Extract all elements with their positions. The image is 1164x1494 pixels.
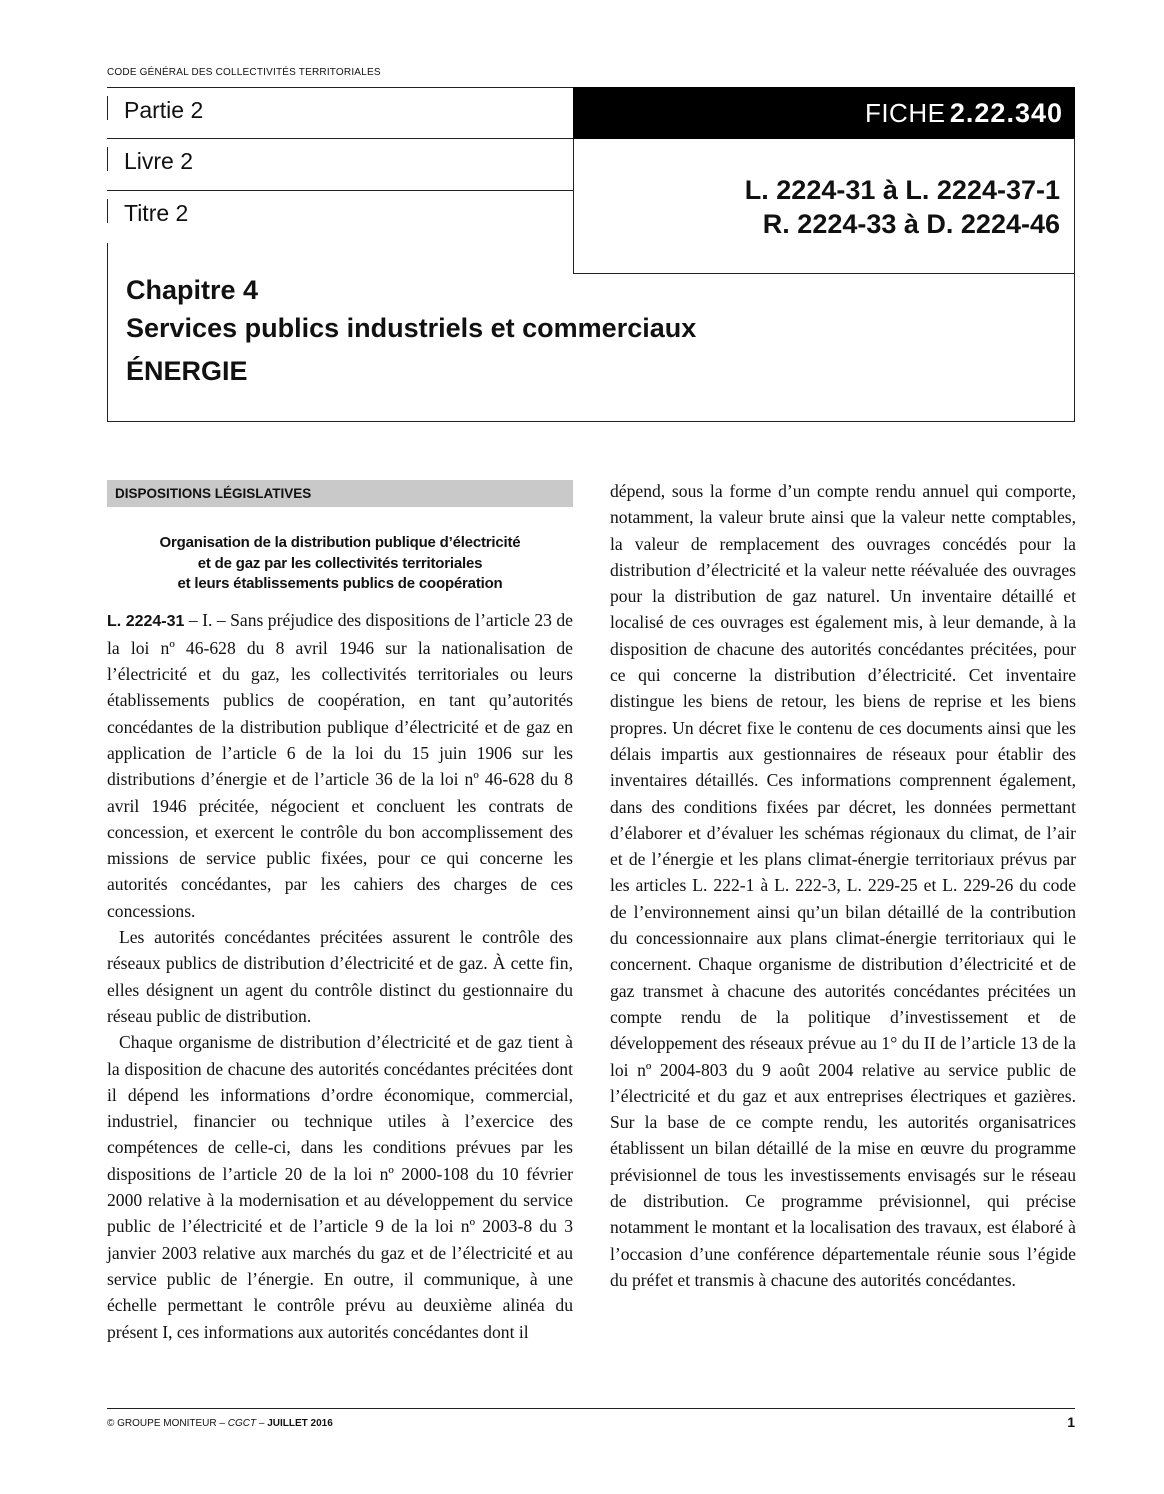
fiche-box [573, 87, 1075, 139]
page-number: 1 [1067, 1414, 1075, 1430]
article-ref-range-1: L. 2224-31 à L. 2224-37-1 [744, 175, 1060, 205]
footer-divider [107, 1408, 1075, 1409]
footer-date: JUILLET 2016 [267, 1418, 333, 1429]
left-column [107, 480, 573, 1345]
fiche-label: FICHE [864, 98, 946, 128]
footer-publication: CGCT [227, 1418, 257, 1429]
chapter-heading [107, 243, 1075, 422]
section-band: DISPOSITIONS LÉGISLATIVES [107, 480, 573, 507]
footer-separator: – [256, 1418, 268, 1429]
header-titre: Titre 2 [107, 191, 573, 243]
paragraph-2: Les autorités concédantes précitées assurent le contrôle des réseaux publics de distribution d’électricité et de gaz. À cette fin, elles désignent un agent du contrôle distinct du gestionnaire du réseau public de distribution. [107, 927, 573, 1026]
chapter-title: Services publics industriels et commerciaux [126, 313, 697, 343]
subsection-title-line: et de gaz par les collectivités territoriales [197, 554, 483, 572]
article-number: L. 2224-31 [107, 612, 185, 630]
chapter-subject: ÉNERGIE [126, 356, 248, 386]
article-ref-range-2: R. 2224-33 à D. 2224-46 [762, 209, 1060, 239]
paragraph-1 [107, 607, 573, 925]
subsection-title-line: et leurs établissements publics de coopération [177, 575, 503, 592]
footer-copyright: © GROUPE MONITEUR – [107, 1418, 228, 1429]
subsection-title-line: Organisation de la distribution publique d’électricité [159, 534, 521, 551]
paragraph-1-text: – I. – Sans préjudice des dispositions de l’article 23 de la loi nº 46-628 du 8 avril 1946 sur la nationalisation de l’électricité et du gaz, les collectivités territoriales ou leurs établissements publics de coopération, en tant qu’autorités concédantes de la distribution publique d’électricité et de gaz en application de l’article 6 de la loi du 15 juin 1906 sur les distributions d’énergie et de l’article 36 de la loi nº 46-628 du 8 avril 1946 précitée, négocient et concluent les contrats de concession, et exercent le contrôle du bon accomplissement des missions de service public fixées, pour ce qui concerne les autorités concédantes, par les cahiers des charges de ces concessions. [107, 609, 573, 921]
right-column [610, 478, 1076, 1293]
paragraph-3: Chaque organisme de distribution d’électricité et de gaz tient à la disposition de chacune des autorités concédantes précitées dont il dépend les informations d’ordre économique, commercial, industriel, financier ou technique utiles à l’exercice des compétences de celle-ci, dans les conditions prévues par les dispositions de l’article 20 de la loi nº 2000-108 du 10 février 2000 relative à la modernisation et au développement du service public de l’électricité et de l’article 9 de la loi nº 2003-8 du 3 janvier 2003 relative aux marchés du gaz et de l’électricité et au service public de l’énergie. En outre, il communique, à une échelle permettant le contrôle prévu au deuxième alinéa du présent I, ces informations aux autorités concédantes dont il [107, 1032, 573, 1342]
fiche-number: 2.22.340 [949, 98, 1063, 128]
header-livre: Livre 2 [107, 139, 573, 191]
footer-credit [107, 1418, 333, 1429]
subsection-title [107, 533, 573, 595]
header-partie: Partie 2 [107, 87, 573, 139]
running-header: CODE GÉNÉRAL DES COLLECTIVITÉS TERRITORIALES [107, 67, 381, 78]
paragraph-3-continued: dépend, sous la forme d’un compte rendu annuel qui comporte, notamment, la valeur brute ainsi que la valeur nette comptables, la valeur de remplacement des ouvrages concédés pour la distribution d’électricité et la valeur nette réévaluée des ouvrages pour la distribution de gaz naturel. Un inventaire détaillé et localisé de ces ouvrages est également mis, à leur demande, à la disposition de chacune des autorités concédantes précitées, pour ce qui concerne la distribution d’électricité. Cet inventaire distingue les biens de retour, les biens de reprise et les biens propres. Un décret fixe le contenu de ces documents ainsi que les délais impartis aux gestionnaires de réseaux pour établir des inventaires détaillés. Ces informations comprennent également, dans des conditions fixées par décret, les données permettant d’élaborer et d’évaluer les schémas régionaux du climat, de l’air et de l’énergie et les plans climat-énergie territoriaux prévus par les articles L. 222-1 à L. 222-3, L. 229-25 et L. 229-26 du code de l’environnement ainsi qu’un bilan détaillé de la contribution du concessionnaire aux plans climat-énergie territoriaux qui le concernent. Chaque organisme de distribution d’électricité et de gaz transmet à chacune des autorités concédantes précitées un compte rendu de la politique d’investissement et de développement des réseaux prévue au 1° du II de l’article 13 de la loi nº 2004-803 du 9 août 2004 relative au service public de l’électricité et du gaz et aux entreprises électriques et gazières. Sur la base de ce compte rendu, les autorités organisatrices établissent un bilan détaillé de la mise en œuvre du programme prévisionnel de tous les investissements envisagés sur le réseau de distribution. Ce programme prévisionnel, qui précise notamment le montant et la localisation des travaux, est élaboré à l’occasion d’une conférence départementale réunie sous l’égide du préfet et transmis à chacune des autorités concédantes. [610, 481, 1076, 1290]
chapter-number: Chapitre 4 [126, 275, 259, 305]
